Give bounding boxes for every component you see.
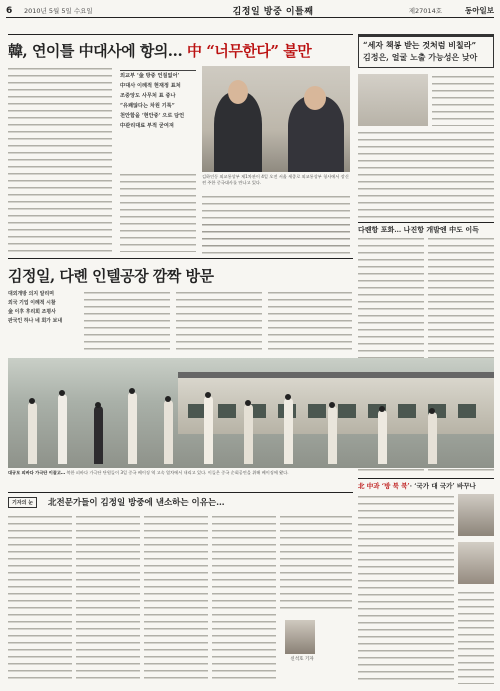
photo-caption: 김하인동 외교통상부 제1차관이 4일 오전 서울 세종로 외교통상부 청사에서 장신썬 주한 중국대사를 만나고 있다. xyxy=(202,174,349,185)
second-headline: 김정일, 다롄 인텔공장 깜짝 방문 xyxy=(8,258,353,286)
portrait-photo xyxy=(458,542,494,584)
train-window xyxy=(218,404,236,418)
performer xyxy=(328,406,337,464)
article-column xyxy=(76,514,140,684)
heading-red: 北 中과 ‘방 북 북’ xyxy=(358,482,410,490)
train-window xyxy=(398,404,416,418)
performer xyxy=(58,394,67,464)
performer xyxy=(164,400,173,464)
performer-head xyxy=(59,390,65,396)
portrait-photo xyxy=(458,494,494,536)
article-column xyxy=(120,172,196,252)
article-column xyxy=(84,290,170,354)
performer-head xyxy=(429,408,435,414)
subhead-line: 中대사 이례적 현재정 표처 xyxy=(120,83,181,89)
second-deck xyxy=(8,290,78,326)
article-column xyxy=(144,514,208,684)
subhead-line: 조중앙도 사무처 표 중나 xyxy=(120,93,176,99)
performer-head xyxy=(379,406,385,412)
performer xyxy=(204,396,213,464)
article-column xyxy=(176,290,262,354)
quote-box xyxy=(358,34,494,68)
performer xyxy=(94,406,103,464)
subhead-line: 中관리대료 부적 굳여져 xyxy=(120,123,174,129)
section-title: 김정일 방중 이틀째 xyxy=(232,7,314,17)
performer-head xyxy=(245,400,251,406)
reporter-photo xyxy=(285,620,315,654)
quote-line: “세자 책봉 받는 것처럼 비칠라” xyxy=(363,40,477,50)
column-headline xyxy=(8,496,225,508)
performer-head xyxy=(165,396,171,402)
column-title: 北전문가들이 김정일 방중에 낸소하는 이유는… xyxy=(48,498,225,508)
article-column xyxy=(358,494,454,684)
head-left xyxy=(228,80,248,104)
train-station-photo xyxy=(8,358,494,468)
subhead-line: 천안함을 ‘현안중’ 으로 담언 xyxy=(120,113,185,119)
performer-head xyxy=(29,398,35,404)
caption-title: 대규모 피바다 가극단 이끌고… xyxy=(8,470,66,475)
performer-head xyxy=(95,402,101,408)
subhead-line: “유쾌않다는 차원 기록” xyxy=(120,103,175,109)
performer xyxy=(428,412,437,464)
headline-black: 韓, 연이틀 中대사에 항의… xyxy=(8,42,183,60)
divider xyxy=(8,34,353,35)
caption-text: 북한 피바다 가극단 단원들이 3일 중국 베이징 역 고속 열차에서 내리고 있다. 이들은 중국 순회공연을 위해 베이징에 왔다. xyxy=(66,470,289,475)
subhead-line: 외교부 ‘金 방중 언질없어’ xyxy=(120,73,180,79)
page-number: 6 xyxy=(6,5,13,16)
side-heading: 다롄항 포화… 나진항 개발엔 中도 이득 xyxy=(358,222,494,235)
performer xyxy=(284,398,293,464)
train-window xyxy=(338,404,356,418)
issue-date: 2010년 5월 5일 수요일 xyxy=(24,7,93,15)
performer xyxy=(378,410,387,464)
article-column xyxy=(458,590,494,684)
portrait-photo xyxy=(358,74,428,126)
quote-line: 김정은, 얼굴 노출 가능성은 낮아 xyxy=(363,52,478,62)
performer-head xyxy=(205,392,211,398)
article-column xyxy=(8,66,112,252)
diplomats-photo xyxy=(202,66,350,172)
train-window xyxy=(308,404,326,418)
performer xyxy=(28,402,37,464)
performer-head xyxy=(285,394,291,400)
performer-head xyxy=(329,402,335,408)
deck-line: 외국 기업 이례적 시찰 xyxy=(8,300,56,306)
heading-black: · ‘국가 대 국가’ 바꾸나 xyxy=(409,482,476,490)
reporter-name: 신석호 기자 xyxy=(290,657,314,662)
train-window xyxy=(458,404,476,418)
performer xyxy=(128,392,137,464)
issue-number: 제27014호 xyxy=(408,7,442,15)
article-column xyxy=(280,514,352,614)
article-column xyxy=(212,514,276,684)
article-column xyxy=(432,74,494,126)
deck-line: 金 이후 후리회 조평사 xyxy=(8,309,56,315)
article-column xyxy=(358,130,494,218)
performer-head xyxy=(129,388,135,394)
figure-left xyxy=(214,92,262,172)
performer xyxy=(244,404,253,464)
subhead-box xyxy=(120,70,196,168)
head-right xyxy=(304,86,326,110)
column-tag: 기자의 눈 xyxy=(8,497,37,508)
article-column xyxy=(268,290,352,354)
side-heading xyxy=(358,478,494,490)
paper-name: 동아일보 xyxy=(465,6,494,15)
article-column xyxy=(202,222,350,254)
deck-line: 판국인 하나 네 회가 보내 xyxy=(8,318,63,324)
article-column xyxy=(8,514,72,684)
deck-line: 대외개방 의지 알리며 xyxy=(8,291,54,297)
headline-red: 中 “너무한다” 불만 xyxy=(187,42,312,60)
page-header xyxy=(6,4,494,18)
photo-caption xyxy=(8,470,494,476)
main-headline xyxy=(8,40,311,61)
